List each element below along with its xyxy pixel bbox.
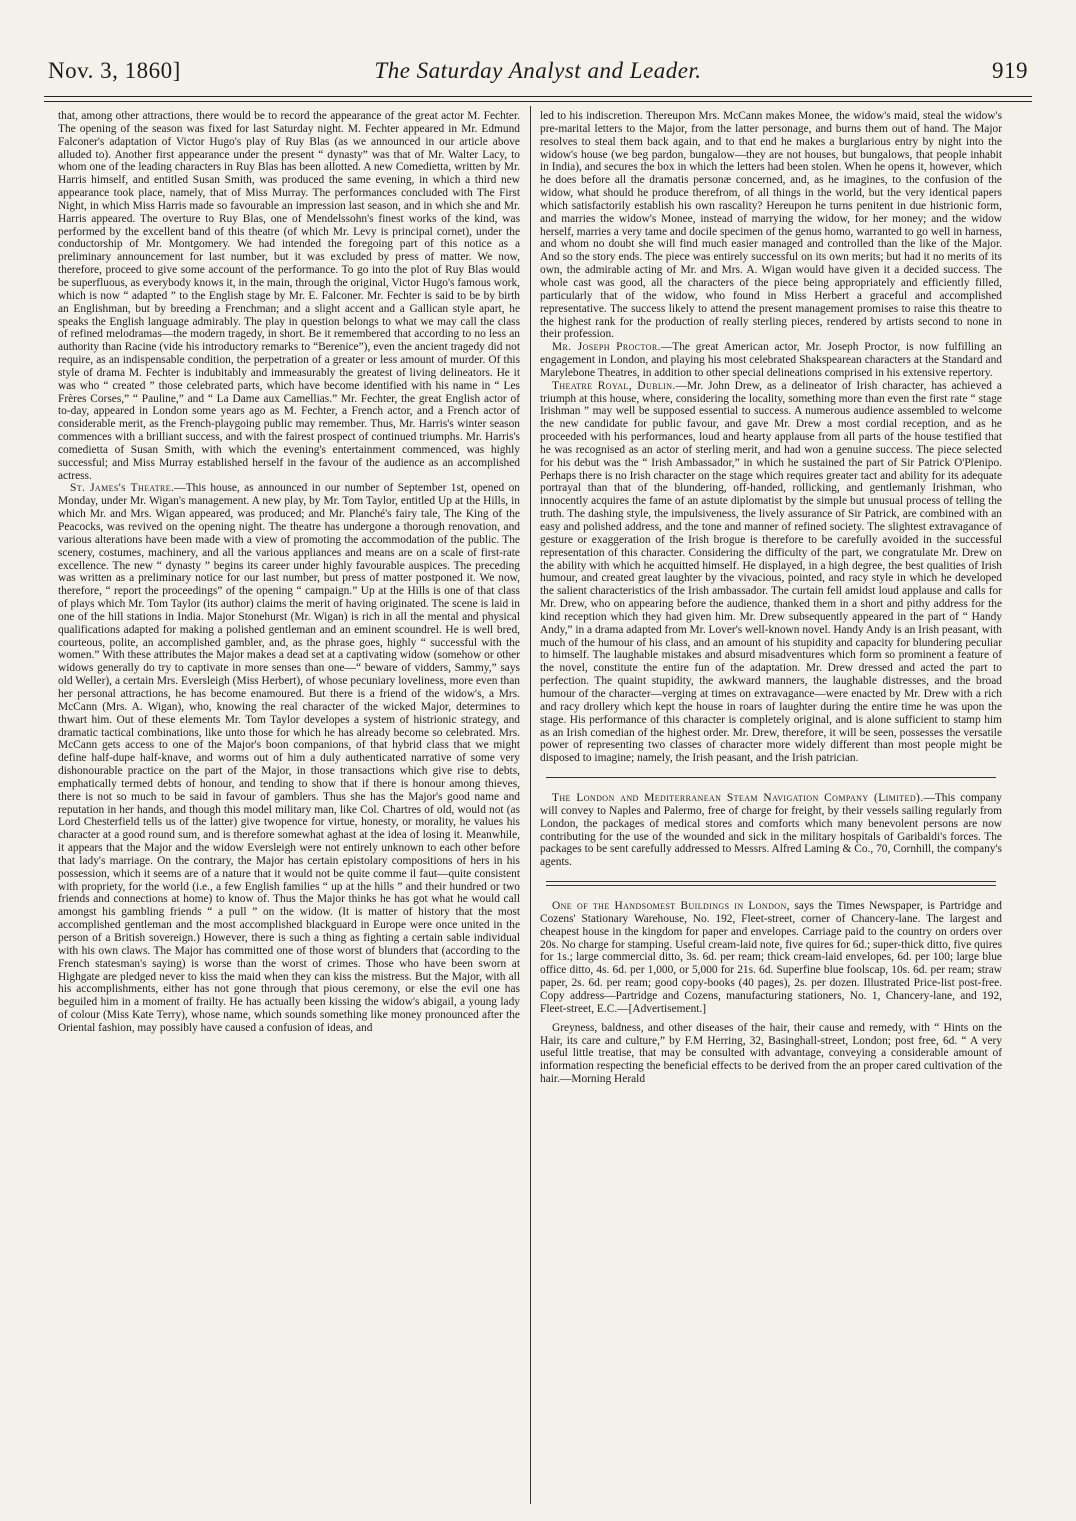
st-james-heading: St. James's Theatre. (70, 482, 175, 495)
proctor-heading: Mr. Joseph Proctor. (552, 341, 661, 354)
left-column (58, 110, 520, 1035)
steam-navigation-body: —This company will convey to Naples and Palermo, free of charge for freight, by their vessels sailing regularly from London, the packages of medical stores and comforts which many benevolent persons are now contributing for the use of the wounded and sick in the military hospitals of Garibaldi's forces. The packages to be sent carefully addressed to Messrs. Alfred Laming & Co., 70, Cornhill, the company's agents. (540, 792, 1002, 869)
page-number: 919 (992, 58, 1028, 83)
publication-title: The Saturday Analyst and Leader. (374, 58, 702, 83)
hair-advertisement: Greyness, baldness, and other diseases of the hair, their cause and remedy, with “ Hints on the Hair, its care and culture,” by F.M Herring, 32, Basinghall-street, London; post free, 6d. “ A very useful little treatise, that may be consulted with advantage, conveying a considerable amount of information respecting the beneficial effects to be derived from the an proper cared cultivation of the hair.—Morning Herald (540, 1021, 1002, 1086)
header-rule-thin (44, 101, 1032, 102)
st-james-continued: led to his indiscretion. Thereupon Mrs. McCann makes Monee, the widow's maid, steal the widow's pre-marital letters to the Major, from the latter personage, and burns them out of hand. The Major resolves to steal them back again, and to that end he makes a burglarious entry by night into the widow's house (we beg pardon, bungalow—they are not houses, but bungalows, that people inhabit in India), and secures the box in which the letters had been stolen. When he opens it, however, which he does before all the dramatis personæ concerned, and, as he imagines, to the confusion of the widow, what should he produce therefrom, of all things in the world, but the very identical papers which satisfactorily establish his own rascality? Hereupon he turns penitent in due histrionic form, and marries the widow's Monee, instead of marrying the widow, for her money; and the widow herself, marries a very tame and docile specimen of the genus homo, warranted to go well in harness, and whom no doubt she will find much easier managed and controlled than the like of the Major. And so the story ends. The piece was entirely successful on its own merits; but had it no merits of its own, the admirable acting of Mr. and Mrs. A. Wigan would have given it a decided success. The whole cast was good, all the characters of the piece being appropriately and efficiently filled, particularly that of the widow, who found in Miss Herbert a graceful and accomplished representative. The success likely to attend the present management promises to raise this theatre to the highest rank for the production of really sterling pieces, rendered by artists second to none in their profession. (540, 110, 1002, 341)
dublin-paragraph (540, 380, 1002, 765)
stationery-heading: One of the Handsomest Buildings in London, (552, 900, 790, 913)
issue-date: Nov. 3, 1860] (48, 58, 181, 83)
steam-navigation-heading: The London and Mediterranean Steam Navigation Company (Limited). (552, 792, 924, 805)
stationery-body: says the Times Newspaper, is Partridge and Cozens' Stationary Warehouse, No. 192, Fleet-street, corner of Chancery-lane. The largest and cheapest house in the kingdom for paper and envelopes. Carriage paid to the country on orders over 20s. No charge for stamping. Useful cream-laid note, five quires for 6d.; super-thick ditto, five quires for 1s.; large commercial ditto, 3s. 6d. per ream; thick cream-laid envelopes, 6d. per 100; large blue office ditto, 4s. 6d. per 1,000, or 5,000 for 21s. 6d. Superfine blue foolscap, 10s. 6d. per ream; straw paper, 2s. 6d. per ream; good copy-books (40 pages), 2s. per dozen. Illustrated Price-list post-free. Copy address—Partridge and Cozens, manufacturing stationers, No. 1, Chancery-lane, and 192, Fleet-street, E.C.—[Advertisement.] (540, 900, 1002, 1015)
proctor-paragraph (540, 341, 1002, 380)
advertisement-rule (546, 881, 996, 886)
steam-navigation-notice (540, 792, 1002, 869)
column-divider (530, 106, 531, 1504)
st-james-paragraph (58, 482, 520, 1034)
right-column (540, 110, 1002, 1086)
stationery-advertisement (540, 900, 1002, 1016)
section-rule (546, 777, 996, 778)
haymarket-paragraph: that, among other attractions, there would be to record the appearance of the great actor M. Fechter. The opening of the season was fixed for last Saturday night. M. Fechter appeared in Mr. Edmund Falconer's adaptation of Victor Hugo's play of Ruy Blas (as we announced in our article above alluded to). Another first appearance under the present “ dynasty” was that of Mr. Walter Lacy, to whom one of the leading characters in Ruy Blas has been allotted. A new Comedietta, written by Mr. Harris himself, and entitled Susan Smith, was produced the same evening, in which a third new appearance took place, namely, that of Miss Murray. The performances concluded with The First Night, in which Miss Harris made so favourable an impression last season, and in which she and Mr. Harris appeared. The overture to Ruy Blas, one of Mendelssohn's finest works of the kind, was performed by the excellent band of this theatre (of which Mr. Levy is principal cornet), under the conductorship of Mr. Montgomery. We had intended the foregoing part of this notice as a preliminary announcement for last number, but it was excluded by press of matter. We now, therefore, proceed to give some account of the performance. To go into the plot of Ruy Blas would be superfluous, as everybody knows it, in the main, through the original, Victor Hugo's famous work, which is now “ adapted ” to the English stage by Mr. E. Falconer. Mr. Fechter is said to be by birth an Englishman, but by breeding a Frenchman; and a slight accent and a Gallican style apart, he speaks the English language admirably. The play in question belongs to what we may call the class of refined melodramas—the modern tragedy, in short. Be it remembered that according to no less an authority than Racine (vide his introductory remarks to “Berenice”), even the ancient tragedy did not require, as an indispensable condition, the perpetration of a greater or less amount of murder. Of this style of drama M. Fechter is indubitably and immeasurably the greatest of living delineators. He it was who “ created ” those celebrated parts, which have become identified with his name in “ Les Frères Corses,” “ Pauline,” and “ La Dame aux Camellias.” Mr. Fechter, the great English actor of to-day, appeared in London some years ago as M. Fechter, a French actor, and a French actor of considerable merit, as the French-playgoing public may remember. Thus, Mr. Harris's winter season commences with a brilliant success, and with the fairest prospect of continued triumphs. Mr. Harris's comedietta of Susan Smith, with which the evening's entertainment commenced, was highly successful; and Miss Murray established herself in the favour of the audience as an accomplished actress. (58, 110, 520, 482)
dublin-heading: Theatre Royal, Dublin. (552, 379, 676, 392)
page-header (48, 58, 1028, 98)
header-rule (44, 96, 1032, 97)
proctor-body: —The great American actor, Mr. Joseph Proctor, is now fulfilling an engagement in London, and playing his most celebrated Shakspearean characters at the Standard and Marylebone Theatres, in addition to other special delineations comprised in his extensive repertory. (540, 341, 1002, 379)
st-james-body: —This house, as announced in our number of September 1st, opened on Monday, under Mr. Wigan's management. A new play, by Mr. Tom Taylor, entitled Up at the Hills, in which Mr. and Mrs. Wigan appeared, was produced; and Mr. Planché's fairy tale, The King of the Peacocks, was revived on the opening night. The theatre has undergone a thorough renovation, and various alterations have been made with a view of promoting the accommodation of the public. The scenery, costumes, machinery, and all the various appliances and means are on a scale of first-rate excellence. The new “ dynasty ” begins its career under highly favourable auspices. The preceding was written as a preliminary notice for our last number, but press of matter postponed it. We now, therefore, “ report the proceedings” of the opening “ campaign.” Up at the Hills is one of that class of plays which Mr. Tom Taylor (its author) claims the merit of having originated. The scene is laid in one of the hill stations in India. Major Stonehurst (Mr. Wigan) is rich in all the mental and physical qualifications adapted for making a polished gentleman and an eminent scoundrel. He is well bred, courteous, polite, an accomplished gambler, and, as the phrase goes, highly “ successful with the women.” With these attributes the Major makes a dead set at a captivating widow (somehow or other widows generally do try to captivate in more senses than one—“ beware of vidders, Sammy,” says old Weller), a certain Mrs. Eversleigh (Miss Herbert), of whose pecuniary loveliness, more even than her personal attractions, he has become enamoured. But there is a friend of the widow's, a Mrs. McCann (Mrs. A. Wigan), who, knowing the real character of the wicked Major, determines to thwart him. Out of these elements Mr. Tom Taylor developes a system of histrionic strategy, and dramatic tactical combinations, like unto those for which he has already become so celebrated. Mrs. McCann gets access to one of the Major's boon companions, of that hybrid class that we might define half-dupe half-knave, and worms out of him a duly authenticated narrative of some very dishonourable practice on the part of the Major, in those transactions which give rise to debts, emphatically termed debts of honour, and tending to show that if there is honour among thieves, there is not so much to be said in favour of gamblers. Thus she has the Major's good name and reputation in her hands, and though this model military man, like Col. Chartres of old, would not (as Lord Chesterfield tells us of the latter) give twopence for virtue, honesty, or morality, he values his character at a good round sum, and is therefore somewhat aghast at the idea of losing it. Meanwhile, it appears that the Major and the widow Eversleigh were not entirely unknown to each other before that lady's marriage. On the contrary, the Major has certain epistolary compositions of hers in his possession, which it seems are of a nature that it would not be quite comme il faut—quite consistent with propriety, for the world (i.e., a few English families “ up at the hills ” and their hundred or two friends and connections at home) to know of. Thus the Major thinks he has got what he would call amongst his gambling friends “ a pull ” on the widow. (It is matter of history that the most accomplished gentleman and the most accomplished blackguard in Europe were once united in the person of a British sovereign.) However, there is such a thing as fighting a certain sable individual with his own claws. The Major has committed one of those worst of blunders that (according to the French statesman's saying) is worse than the worst of crimes. Those who have been sworn at Highgate are pledged never to kiss the maid when they can kiss the mistress. But the Major, with all his accomplishments, either has not gone through that pious ceremony, or else the evil one has beguiled him in a moment of frailty. He has actually been kissing the widow's abigail, a young lady of colour (Miss Kate Terry), whose name, which sounds something like money pronounced after the Oriental fashion, may possibly have caused a confusion of ideas, and (58, 482, 520, 1034)
dublin-body: —Mr. John Drew, as a delineator of Irish character, has achieved a triumph at this house, where, considering the locality, something more than even the first rate “ stage Irishman ” may well be supposed essential to success. A numerous audience assembled to welcome the new candidate for public favour, and gave Mr. Drew a most cordial reception, and as he proceeded with his performances, loud and hearty applause from all parts of the house testified that he was recognised as an actor of sterling merit, and had won a genuine success. The piece selected for his debut was the “ Irish Ambassador,” in which he sustained the part of Sir Patrick O'Plenipo. Perhaps there is no Irish character on the stage which requires greater tact and ability for its adequate portrayal than that of the blundering, off-handed, rollicking, and gentlemanly Irishman, who innocently acquires the fame of an astute diplomatist by the simple but unusual process of telling the truth. The dashing style, the impulsiveness, the lively assurance of Sir Patrick, are combined with an easy and polished address, and the tone and manner of refined society. The slightest extravagance of gesture or exaggeration of the Irish brogue is therefore to be carefully avoided in the successful representation of this character. Considering the difficulty of the part, we congratulate Mr. Drew on the ability with which he acquitted himself. He displayed, in a high degree, the best qualities of Irish humour, and created great laughter by the vivacious, pointed, and racy style in which he developed the salient characteristics of the Irish ambassador. The curtain fell amidst loud applause and calls for Mr. Drew, who on appearing before the audience, thanked them in a short and pithy address for the kind reception which they had given him. Mr. Drew subsequently appeared in the part of “ Handy Andy,” in a drama adapted from Mr. Lover's well-known novel. Handy Andy is an Irish peasant, with much of the humour of his class, and an amount of his stupidity and capacity for blundering peculiar to himself. The laughable mistakes and absurd misadventures which form so prominent a feature of the novel, constitute the entire fun of the adaptation. Mr. Drew dressed and acted the part to perfection. The quaint stupidity, the awkward manners, the laughable distresses, and the broad humour of the character—verging at times on extravagance—were enacted by Mr. Drew with a rich and racy drollery which kept the house in roars of laughter during the entire time he was upon the stage. His performance of this character is completely original, and is alone sufficient to stamp him as an Irish comedian of the highest order. Mr. Drew, therefore, it will be seen, possesses the versatile power of representing two classes of character more widely different than most people might be disposed to imagine; namely, the Irish peasant, and the Irish patrician. (540, 379, 1002, 765)
